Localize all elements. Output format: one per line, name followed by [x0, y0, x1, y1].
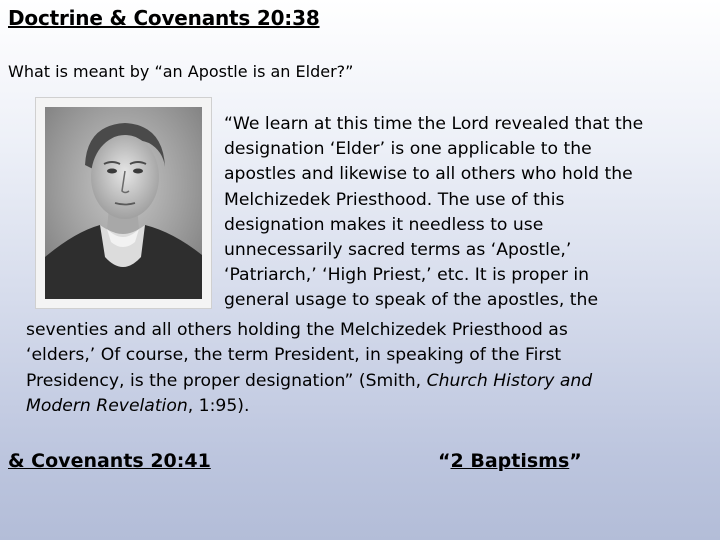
citation-text: Presidency, is the proper designation” (Smith,: [26, 370, 427, 391]
scripture-reference-left: & Covenants 20:41: [8, 450, 211, 472]
quote-line: unnecessarily sacred terms as ‘Apostle,’: [224, 240, 572, 261]
quote-line: apostles and likewise to all others who hold the: [224, 164, 633, 185]
quote-citation-line: [26, 394, 706, 419]
quote-text-beside-image: [224, 112, 709, 314]
question-text: What is meant by “an Apostle is an Elder?”: [8, 62, 354, 81]
citation-page: , 1:95).: [187, 396, 250, 417]
quote-line: “We learn at this time the Lord revealed that the: [224, 114, 644, 134]
portrait-illustration: [45, 107, 202, 299]
scripture-reference-right: [438, 450, 582, 472]
quote-citation-line: [26, 369, 706, 394]
quote-line: designation ‘Elder’ is one applicable to the: [224, 139, 592, 160]
citation-book-title: Church History and: [426, 370, 593, 391]
quote-line: seventies and all others holding the Melchizedek Priesthood as: [26, 320, 568, 340]
quote-line: ‘Patriarch,’ ‘High Priest,’ etc. It is proper in: [224, 265, 590, 286]
portrait-photo: [45, 107, 202, 299]
close-quote: ”: [569, 450, 582, 472]
page-title: Doctrine & Covenants 20:38: [8, 6, 320, 30]
quote-line: designation makes it needless to use: [224, 214, 544, 235]
open-quote: “: [438, 450, 451, 472]
baptisms-heading: 2 Baptisms: [450, 450, 570, 472]
quote-line: ‘elders,’ Of course, the term President, in speaking of the First: [26, 345, 562, 366]
quote-line: general usage to speak of the apostles, the: [224, 290, 599, 311]
citation-book-title: Modern Revelation: [26, 396, 188, 417]
quote-text-full-width: [26, 318, 706, 420]
quote-line: Melchizedek Priesthood. The use of this: [224, 189, 565, 210]
portrait-frame: [35, 97, 212, 309]
